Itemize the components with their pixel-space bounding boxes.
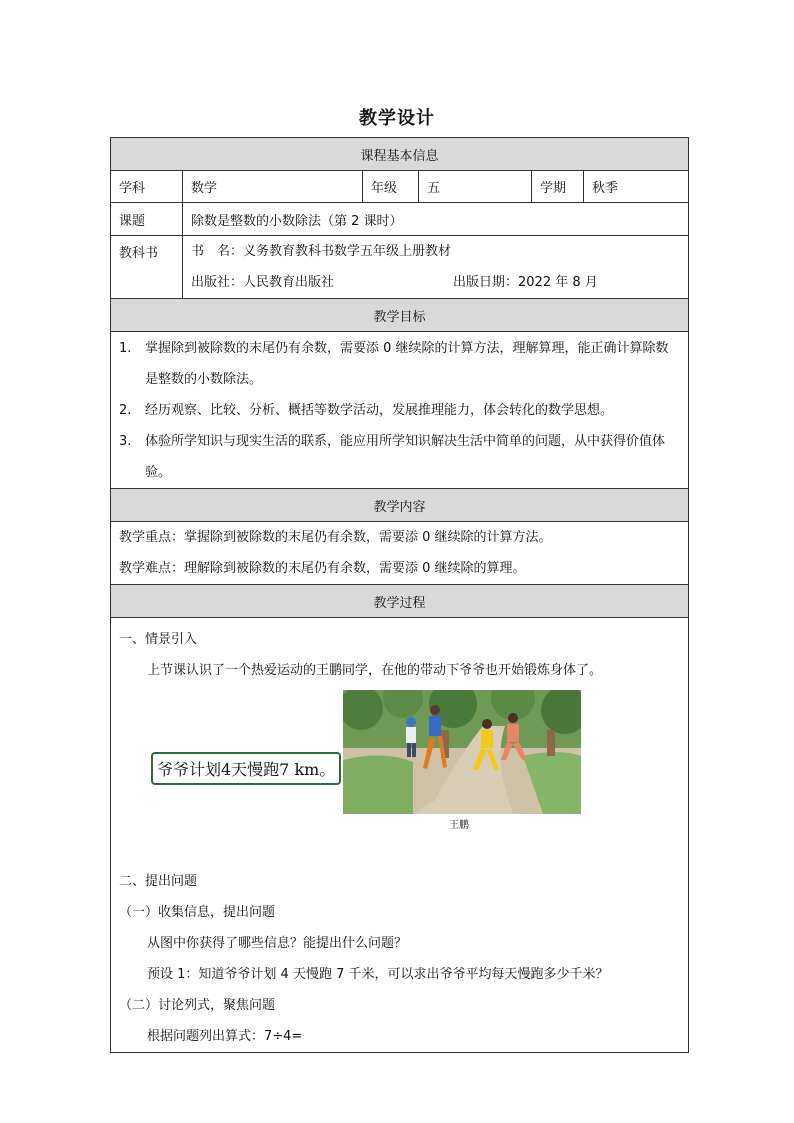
speech-box: 爷爷计划4天慢跑7 km。 xyxy=(151,752,341,785)
goals-list xyxy=(111,332,689,489)
textbook-info xyxy=(183,236,689,299)
textbook-label: 教科书 xyxy=(111,236,183,299)
subsection-1-title: （一）收集信息，提出问题 xyxy=(119,905,276,920)
lesson-plan-table xyxy=(110,137,689,1053)
preset-1: 预设 1：知道爷爷计划 4 天慢跑 7 千米，可以求出爷爷平均每天慢跑多少千米？ xyxy=(147,967,609,982)
goal-text: 体验所学知识与现实生活的联系，能应用所学知识解决生活中简单的问题，从中获得价值体验。 xyxy=(145,433,666,480)
subject-value: 数学 xyxy=(183,171,363,203)
publisher: 出版社：人民教育出版社 xyxy=(191,275,335,290)
grade-label: 年级 xyxy=(363,171,419,203)
section-2-title: 二、提出问题 xyxy=(119,874,198,889)
subject-label: 学科 xyxy=(111,171,183,203)
subsection-1-text: 从图中你获得了哪些信息？能提出什么问题？ xyxy=(147,936,408,951)
content-header: 教学内容 xyxy=(111,489,689,522)
goals-header: 教学目标 xyxy=(111,299,689,332)
illustration-caption: 王鹏 xyxy=(449,820,469,831)
park-jogging-illustration xyxy=(343,690,581,814)
goal-number: 2. xyxy=(119,402,132,418)
scene-illustration xyxy=(119,690,680,860)
content-body xyxy=(111,522,689,585)
topic-value: 除数是整数的小数除法（第 2 课时） xyxy=(183,203,689,236)
section-1-title: 一、情景引入 xyxy=(119,632,198,647)
publisher-row xyxy=(191,267,680,298)
subsection-2-title: （二）讨论列式，聚焦问题 xyxy=(119,998,276,1013)
document-title: 教学设计 xyxy=(359,108,435,129)
term-value: 秋季 xyxy=(584,171,689,203)
section-1-text: 上节课认识了一个热爱运动的王鹏同学，在他的带动下爷爷也开始锻炼身体了。 xyxy=(147,663,603,678)
key-point: 教学重点：掌握除到被除数的末尾仍有余数，需要添 0 继续除的计算方法。 xyxy=(119,530,552,545)
goal-number: 1. xyxy=(119,340,132,356)
goal-text: 掌握除到被除数的末尾仍有余数，需要添 0 继续除的计算方法，理解算理，能正确计算除数是整数的小数除法。 xyxy=(145,340,669,387)
process-body xyxy=(111,618,689,1053)
grade-value: 五 xyxy=(419,171,532,203)
book-name: 书 名：义务教育教科书数学五年级上册教材 xyxy=(191,244,452,259)
goal-item xyxy=(119,395,680,426)
goal-number: 3. xyxy=(119,433,132,449)
goal-item xyxy=(119,333,680,395)
goal-text: 经历观察、比较、分析、概括等数学活动，发展推理能力，体会转化的数学思想。 xyxy=(145,402,614,418)
difficulty: 教学难点：理解除到被除数的末尾仍有余数，需要添 0 继续除的算理。 xyxy=(119,561,526,576)
goal-item xyxy=(119,426,680,488)
formula: 根据问题列出算式：7÷4= xyxy=(147,1029,303,1044)
basic-info-header: 课程基本信息 xyxy=(111,138,689,171)
term-label: 学期 xyxy=(532,171,584,203)
publication-date: 出版日期：2022 年 8 月 xyxy=(453,275,598,290)
topic-label: 课题 xyxy=(111,203,183,236)
process-header: 教学过程 xyxy=(111,585,689,618)
